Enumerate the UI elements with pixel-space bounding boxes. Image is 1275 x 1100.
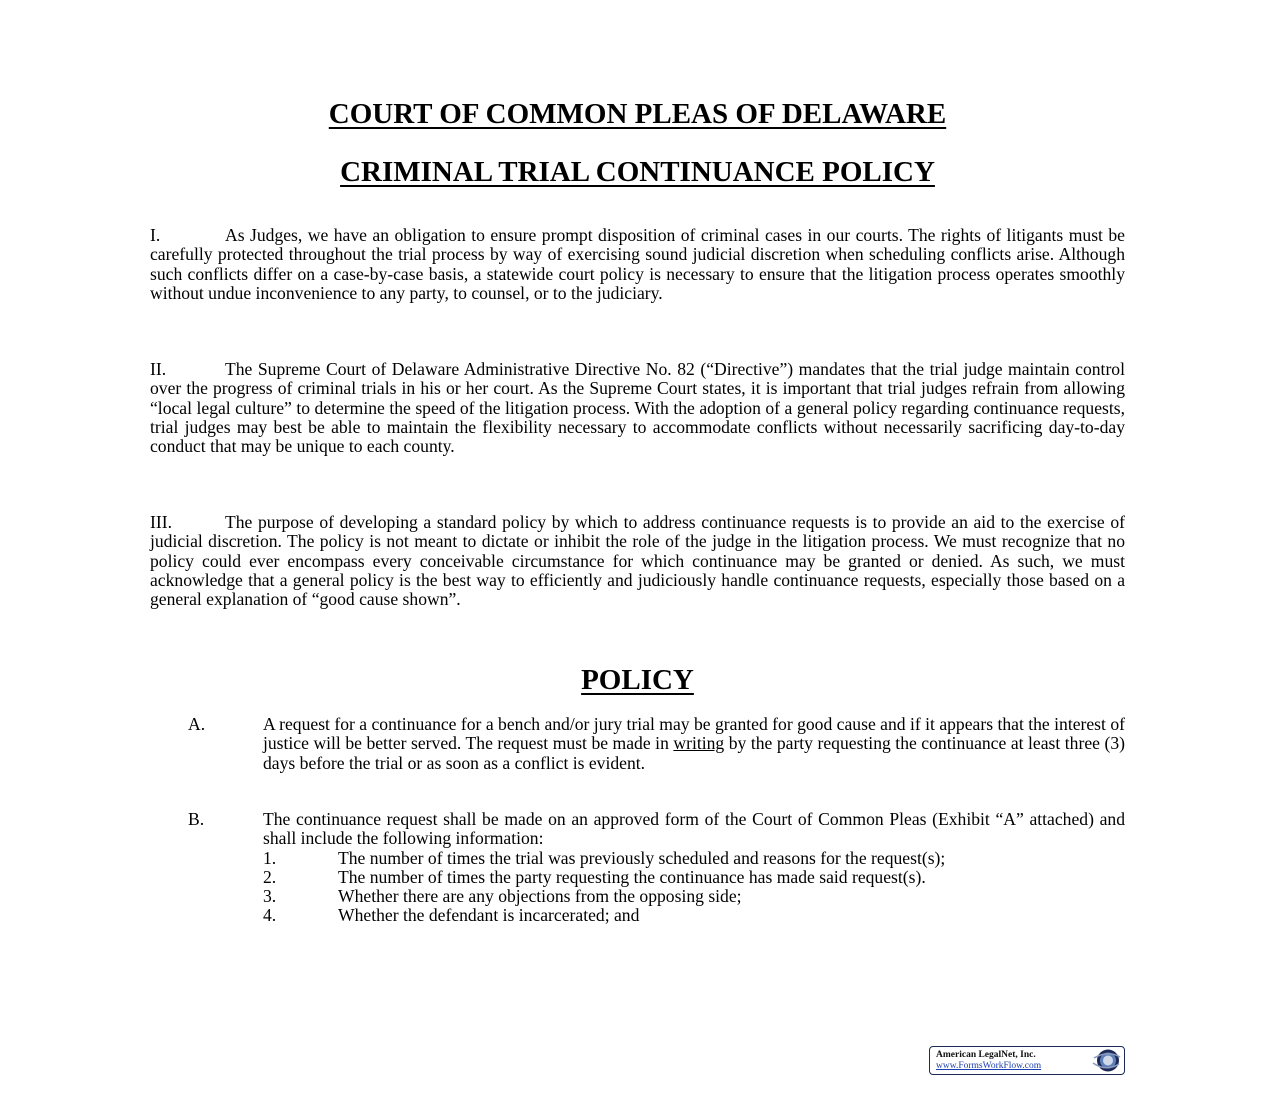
list-item-number: 2. bbox=[263, 866, 277, 887]
section-2 bbox=[150, 360, 1125, 456]
policy-item-text-part: by the party requesting the continuance at least three (3) days before the trial or as soon as a conflict is evident. bbox=[263, 733, 1125, 773]
list-item-text: The number of times the trial was previously scheduled and reasons for the request(s); bbox=[338, 847, 946, 868]
policy-item-letter: A. bbox=[188, 714, 206, 734]
company-name: American LegalNet, Inc. bbox=[936, 1050, 1036, 1060]
company-url-link[interactable]: www.FormsWorkFlow.com bbox=[936, 1061, 1042, 1071]
list-item-text: The number of times the party requesting the continuance has made said request(s). bbox=[338, 866, 926, 887]
section-1 bbox=[150, 226, 1125, 303]
globe-icon bbox=[1091, 1048, 1121, 1073]
document-subtitle: CRIMINAL TRIAL CONTINUANCE POLICY bbox=[340, 156, 935, 188]
list-item bbox=[263, 868, 1125, 887]
policy-heading: POLICY bbox=[581, 664, 694, 696]
policy-item-text-part: A request for a continuance for a bench and/or jury trial may be granted for good cause and if it appears that the interest of justice will be better served. The request must be made in bbox=[263, 714, 1125, 754]
policy-item-text: The continuance request shall be made on an approved form of the Court of Common Pleas (Exhibit “A” attached) and shall include the following information: bbox=[263, 809, 1125, 849]
list-item bbox=[263, 887, 1125, 906]
list-item-number: 4. bbox=[263, 905, 277, 926]
policy-item-text bbox=[263, 715, 1125, 773]
list-item bbox=[263, 906, 1125, 925]
document-title: COURT OF COMMON PLEAS OF DELAWARE bbox=[328, 98, 947, 130]
list-item-text: Whether the defendant is incarcerated; and bbox=[338, 905, 640, 926]
list-item bbox=[263, 849, 1125, 868]
policy-item-letter: B. bbox=[188, 809, 205, 829]
section-text: The Supreme Court of Delaware Administrative Directive No. 82 (“Directive”) mandates that the trial judge maintain control over the progress of criminal trials in his or her court. As the Supreme Court states, it is important that trial judges refrain from allowing “local legal culture” to determine the speed of the litigation process. With the adoption of a general policy regarding continuance requests, trial judges may best be able to maintain the flexibility necessary to accommodate conflicts without necessarily sacrificing day-to-day conduct that may be unique to each county. bbox=[150, 359, 1125, 457]
list-item-text: Whether there are any objections from the opposing side; bbox=[338, 886, 742, 907]
policy-item-b bbox=[188, 810, 1125, 926]
policy-item-a bbox=[188, 715, 1125, 773]
section-text: The purpose of developing a standard policy by which to address continuance requests is to provide an aid to the exercise of judicial discretion. The policy is not meant to dictate or inhibit the role of the judge in the litigation process. We must recognize that no policy could ever encompass every conceivable circumstance for which continuance may be granted or denied. As such, we must acknowledge that a general policy is the best way to efficiently and judiciously handle continuance requests, especially those based on a general explanation of “good cause shown”. bbox=[150, 512, 1125, 610]
section-number: I. bbox=[150, 225, 161, 245]
section-number: III. bbox=[150, 512, 172, 532]
list-item-number: 3. bbox=[263, 886, 277, 907]
section-text: As Judges, we have an obligation to ensure prompt disposition of criminal cases in our courts. The rights of litigants must be carefully protected throughout the trial process by way of exercising sound judicial discretion when scheduling conflicts arise. Although such conflicts differ on a case-by-case basis, a statewide court policy is necessary to ensure that the litigation process operates smoothly without undue inconvenience to any party, to counsel, or to the judiciary. bbox=[150, 225, 1125, 303]
list-item-number: 1. bbox=[263, 847, 277, 868]
writing-emphasis: writing bbox=[673, 733, 725, 754]
footer-logo[interactable] bbox=[929, 1046, 1125, 1075]
section-3 bbox=[150, 513, 1125, 609]
section-number: II. bbox=[150, 359, 167, 379]
